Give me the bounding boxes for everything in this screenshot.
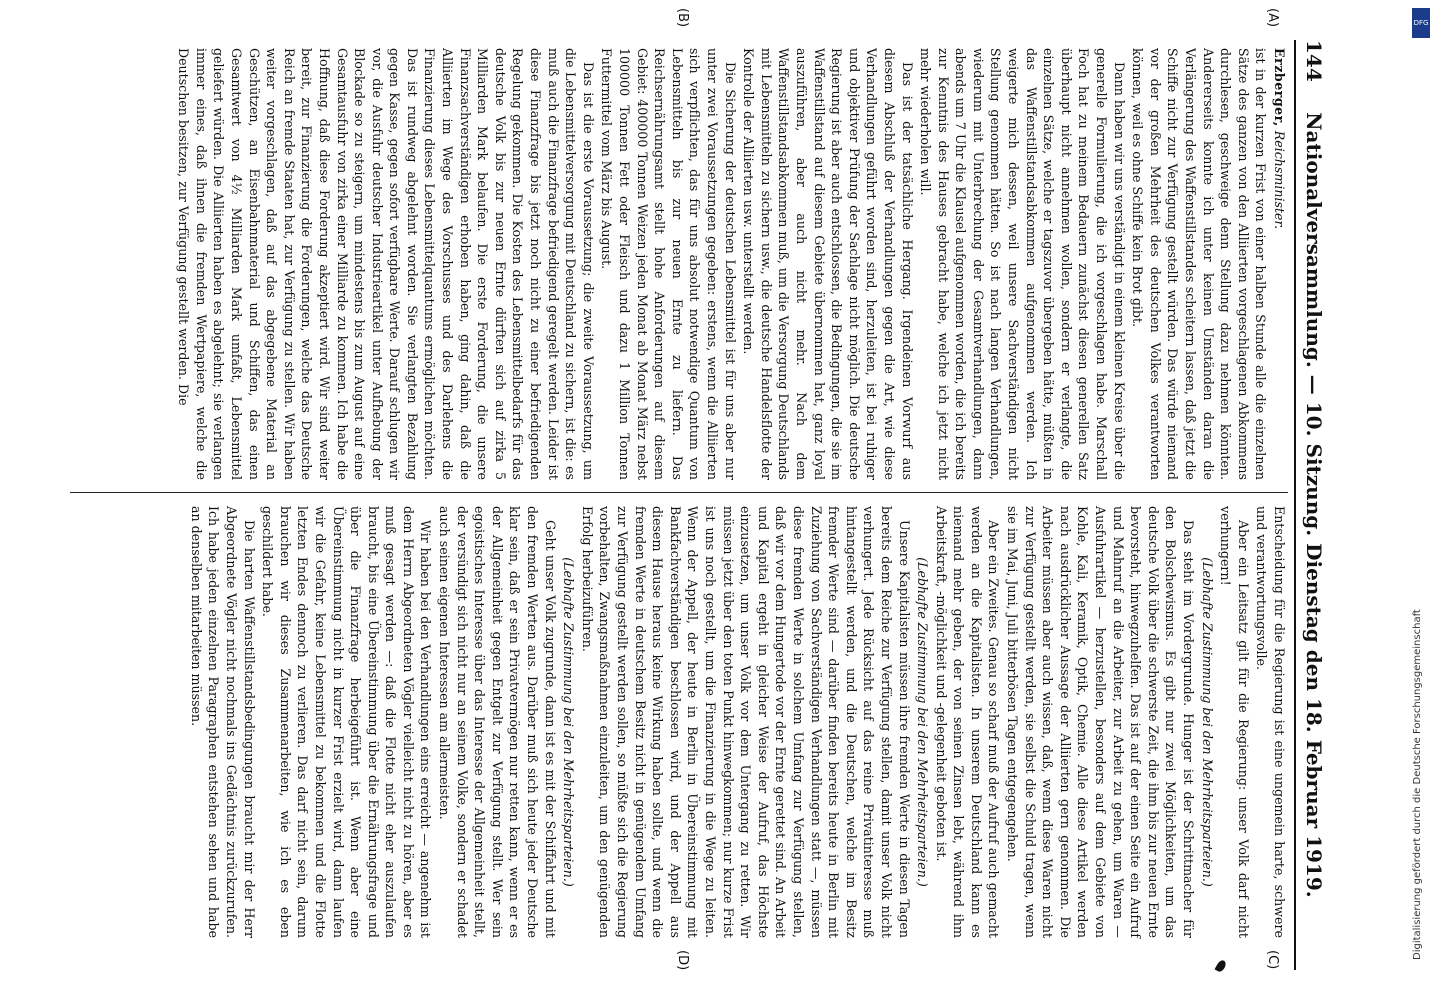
- paragraph: Dann haben wir uns verständigt in einem kleinen Kreise über die generelle Formulierung, die ich vorgeschlagen habe. Marschall Foch hat zu meinem Bedauern zunächst diesen generellen Satz überhaupt nicht annehmen wollen, sondern er verlangte, die einzelnen Sätze, welche er tagszuvor übergeben hätte, müßten in das Waffenstillstandsabkommen aufgenommen werden. Ich weigerte mich dessen, weil unsere Sachverständigen nicht Stellung genommen hätten. So ist nach langen Verhandlungen, wiederum mit Unterbrechung der Gesamtverhandlungen, dann abends um 7 Uhr die Klausel aufgenommen worden, die ich bereits zur Kenntnis des Hauses gebracht habe, welche ich jetzt nicht mehr wiederholen will.: [918, 48, 1127, 480]
- paragraph: Aber ein Leitsatz gilt für die Regierung: unser Volk darf nicht verhungern!: [1218, 506, 1251, 938]
- right-column: [70, 506, 1288, 938]
- interjection: (Lebhafte Zustimmung bei den Mehrheitsparteien.): [1199, 557, 1215, 887]
- margin-marker-c: (C): [1265, 950, 1280, 970]
- page-title: Nationalversammlung. — 10. Sitzung. Dienstag den 18. Februar 1919.: [1302, 112, 1326, 898]
- paragraph: Wir haben bei den Verhandlungen eins erreicht — angenehm ist dem Herrn Abgeordneten Vögler vielleicht nicht zu hören, aber es muß gesagt werden —: daß die Flotte nicht eher auszulaufen braucht, bis eine Übereinstimmung über die Ernährungsfrage und über die Finanzfrage herbeigeführt ist. Wenn aber eine Übereinstimmung nicht in kurzer Frist erzielt wird, dann laufen wir die Gefahr, keine Lebensmittel zu bekommen und die Flotte letzten Endes dennoch zu verlieren. Das darf nicht sein, darum brauchen wir dieses Zusammenarbeiten, wie ich es eben geschildert habe.: [260, 506, 434, 938]
- paragraph: ist in der kurzen Frist von einer halben Stunde alle die einzelnen Sätze des ganzen von den Alliierten vorgeschlagenen Abkommens durchlesen, geschweige denn Stellung dazu nehmen könnten. Andererseits konnte ich unter keinen Umständen daran die Verlängerung des Waffenstillstandes scheitern lassen, daß jetzt die Schiffe nicht zur Verfügung gestellt würden. Das würde niemand vor der großen Mehrheit des deutschen Volkes verantworten können, weil es ohne Schiffe kein Brot gibt.: [1130, 48, 1269, 480]
- page-number: 144: [1302, 40, 1326, 82]
- paragraph: Das ist die erste Voraussetzung; die zweite Voraussetzung, um die Lebensmittelversorgung mit Deutschland zu sichern, ist die: es muß auch die Finanzfrage befriedigend geregelt werden. Leider ist diese Finanzfrage bis jetzt noch nicht zu einer befriedigenden Regelung gekommen. Die Kosten des Lebensmittelbedarfs für das deutsche Volk bis zur neuen Ernte dürften sich auf zirka 5 Milliarden Mark belaufen. Die erste Forderung, die unsere Finanzsachverständigen erhoben haben, ging dahin, daß die Alliierten im Wege des Vorschusses und des Darlehens die Finanzierung dieses Lebensmittelquantums ermöglichen möchten. Das ist rundweg abgelehnt worden. Sie verlangten Bezahlung gegen Kasse, gegen sofort verfügbare Werte. Darauf schlugen wir vor, die Ausfuhr deutscher Industrieartikel unter Aufhebung der Blockade so zu steigern, um mindestens bis zum August auf eine Gesamtausfuhr von zirka einer Milliarde zu kommen. Ich habe die Hoffnung, daß diese Forderung akzeptiert wird. Wir sind weiter bereit, zur Finanzierung die Forderungen, welche das Deutsche Reich an fremde Staaten hat, zur Verfügung zu stellen. Wir haben weiter vorgeschlagen, daß auf das abgegebene Material an Geschützen, an Eisenbahnmaterial und Schiffen, das einen Gesamtwert von 4½ Milliarden Mark umfaßt, Lebensmittel geliefert würden. Die Alliierten haben es abgelehnt; sie verlangen immer eines, daß ihnen die fremden Wertpapiere, welche die Deutschen besitzen, zur Verfügung gestellt werden. Die: [176, 48, 596, 480]
- margin-marker-d: (D): [675, 950, 690, 971]
- interjection: (Lebhafte Zustimmung bei den Mehrheitsparteien.): [561, 557, 577, 887]
- margin-marker-a: (A): [1265, 8, 1280, 28]
- rotated-page: [50, 0, 1380, 1000]
- paragraph: Unsere Kapitalisten müssen ihre fremden Werte in diesen Tagen bereits dem Reiche zur Verfügung stellen, damit unser Volk nicht verhungert. Jede Rücksicht auf das reine Privatinteresse muß hintangestellt werden, und die Deutschen, welche im Besitz fremder Werte sind — darüber finden bereits heute in Berlin mit Zuziehung von Sachverständigen Verhandlungen statt —, müssen diese fremden Werte in solchem Umfang zur Verfügung stellen, daß wir vor dem Hungertode vor der Ernte gerettet sind. An Arbeit und Kapital ergeht in gleicher Weise der Aufruf, das Höchste einzusetzen, um unser Volk vor dem Untergang zu retten. Wir müssen jetzt über den toten Punkt hinwegkommen; nur kurze Frist ist uns noch gestellt, um die Finanzierung in die Wege zu leiten. Wenn der Appell, der heute in Berlin in Übereinstimmung mit Bankfachverständigen beschlossen wird, und der Appell aus diesem Hause heraus keine Wirkung haben sollte, und wenn die fremden Werte in deutschem Besitz nicht in genügendem Umfang zur Verfügung gestellt werden sollen, so müßte sich die Regierung vorbehalten, Zwangsmaßnahmen einzuleiten, um den genügenden Erfolg herbeizuführen.: [579, 506, 912, 938]
- interjection: (Lebhafte Zustimmung bei den Mehrheitsparteien.): [915, 557, 931, 887]
- page-header: [1294, 40, 1332, 970]
- speaker-name: Erzberger,: [1272, 48, 1287, 127]
- paragraph: Aber ein Zweites. Genau so scharf muß der Aufruf auch gemacht werden an die Kapitalisten. In unserem Deutschland kann es niemand mehr geben, der von seinen Zinsen lebt, während ihm Arbeitskraft, -möglichkeit und -gelegenheit geboten ist.: [933, 506, 1002, 938]
- digitization-note-text: Digitalisierung gefördert durch die Deutsche Forschungsgemeinschaft: [1412, 609, 1423, 960]
- dfg-logo: DFG: [1412, 8, 1430, 38]
- paragraph: Das ist der tatsächliche Hergang. Irgendeinen Vorwurf aus diesem Abschluß der Verhandlungen gegen die Art, wie diese Verhandlungen geführt worden sind, herzuleiten, ist bei ruhiger und objektiver Prüfung der Sachlage nicht möglich. Die deutsche Regierung ist aber auch entschlossen, die Bedingungen, die sie im Waffenstillstand auf diesem Gebiete übernommen hat, ganz loyal auszuführen, aber auch nicht mehr. Nach dem Waffenstillstandsabkommen muß, um die Versorgung Deutschlands mit Lebensmitteln zu sichern usw., die deutsche Handelsflotte der Kontrolle der Alliierten usw. unterstellt werden.: [741, 48, 915, 480]
- column-divider: [70, 492, 1288, 493]
- paragraph: Die harten Waffenstillstandsbedingungen braucht mir der Herr Abgeordnete Vögler nicht nochmals ins Gedächtnis zurückzurufen. Ich habe jeden einzelnen Paragraphen entstehen sehen und habe an denselben mitarbeiten müssen.: [188, 506, 257, 938]
- paragraph: Die Sicherung der deutschen Lebensmittel ist für uns aber nur unter zwei Voraussetzungen gegeben: erstens, wenn die Alliierten sich verpflichten, das für uns absolut notwendige Quantum von Lebensmitteln bis zur neuen Ernte zu liefern. Das Reichsernährungsamt stellt hohe Anforderungen auf diesem Gebiet: 400000 Tonnen Weizen jeden Monat ab Monat März nebst 100000 Tonnen Fett oder Fleisch und dazu 1 Million Tonnen Futtermittel vom März bis August.: [599, 48, 738, 480]
- paragraph: Das steht im Vordergrunde. Hunger ist der Schrittmacher für den Bolschewismus. Es gibt nur zwei Möglichkeiten, um das deutsche Volk über die schwerste Zeit, die ihm bis zur neuen Ernte bevorsteht, hinwegzuhelfen. Das ist auf der einen Seite ein Aufruf und Mahnruf an die Arbeiter, zur Arbeit zu gehen, um Waren — Ausfuhrartikel — herzustellen, besonders auf dem Gebiete von Kohle, Kali, Keramik, Optik, Chemie. Alle diese Artikel werden nach ausdrücklicher Aussage der Alliierten gern genommen. Die Arbeiter müssen aber auch wissen, daß, wenn diese Waren nicht zur Verfügung gestellt werden, sie selbst die Schuld tragen, wenn sie im Mai, Juni, Juli bitterbösen Tagen entgegengehen.: [1005, 506, 1197, 938]
- left-column: [70, 48, 1288, 480]
- digitization-note: [1408, 40, 1432, 960]
- paragraph: Geht unser Volk zugrunde, dann ist es mit der Schiffahrt und mit den fremden Werten aus. Darüber muß sich heute jeder Deutsche klar sein, daß er sein Privatvermögen nur retten kann, wenn er es der Allgemeinheit gegen Entgelt zur Verfügung stellt. Wer sein egoistisches Interesse über das Interesse der Allgemeinheit stellt, der versündigt sich nicht nur an seinem Volke, sondern er schadet auch seinen eigenen Interessen am allermeisten.: [437, 506, 558, 938]
- speaker-line: [1270, 48, 1288, 480]
- speaker-role: Reichsminister.: [1272, 130, 1287, 230]
- margin-marker-b: (B): [675, 8, 690, 28]
- paragraph: Entscheidung für die Regierung ist eine ungemein harte, schwere und verantwortungsvolle.: [1254, 506, 1287, 938]
